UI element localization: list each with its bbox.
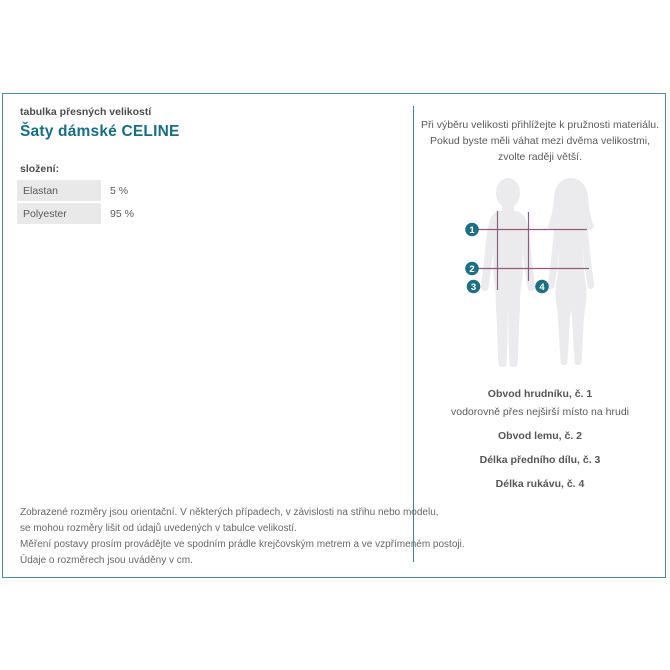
body-measurement-figure	[414, 166, 666, 376]
svg-text:2: 2	[469, 264, 475, 275]
male-silhouette	[481, 178, 535, 367]
material-cell: Polyester	[17, 203, 101, 224]
disclaimer-line: Zobrazené rozměry jsou orientační. V některých případech, v závislosti na střihu nebo modelu,	[20, 507, 439, 518]
silhouettes-diagram	[445, 166, 635, 376]
percent-cell: 95 %	[110, 208, 134, 220]
measurement-note-1: vodorovně přes nejširší místo na hrudi	[450, 406, 629, 418]
measurement-marker-4	[535, 280, 549, 294]
fit-advice	[414, 117, 666, 165]
svg-text:1: 1	[469, 225, 475, 236]
measurement-marker-2	[465, 262, 479, 276]
product-info-panel	[3, 94, 465, 577]
female-silhouette	[548, 178, 595, 365]
measurement-label-4: Délka rukávu, č. 4	[495, 478, 585, 490]
disclaimer-line: Údaje o rozměrech jsou uváděny v cm.	[20, 555, 193, 566]
table-kicker: tabulka přesných velikostí	[20, 106, 152, 118]
fit-advice-line: Pokud byste měli váhat mezi dvěma velikostmi,	[429, 135, 650, 147]
fit-advice-line: zvolte raději větší.	[497, 151, 583, 163]
disclaimer-line: se mohou rozměry lišit od údajů uvedených v tabulce velikostí.	[20, 523, 297, 534]
disclaimer-line: Měření postavy prosím provádějte ve spodním prádle krejčovským metrem a ve vzpřímeném postoji.	[20, 539, 465, 550]
measurement-label-1: Obvod hrudníku, č. 1	[487, 388, 593, 400]
percent-cell: 5 %	[110, 185, 129, 197]
composition-row	[17, 180, 277, 201]
measurement-label-3: Délka předního dílu, č. 3	[479, 454, 601, 466]
size-chart-panel	[2, 93, 666, 578]
material-cell: Elastan	[17, 180, 101, 201]
svg-text:4: 4	[539, 282, 545, 293]
composition-row	[17, 203, 277, 224]
measurement-marker-1	[465, 223, 479, 237]
measurement-guide-panel	[414, 94, 666, 577]
measurement-labels	[414, 388, 666, 490]
fit-advice-line: Při výběru velikosti přihlížejte k pružnosti materiálu.	[420, 119, 660, 131]
svg-text:3: 3	[470, 282, 477, 293]
product-title: Šaty dámské CELINE	[20, 123, 180, 140]
measurement-marker-3	[467, 280, 481, 294]
composition-heading: složení:	[20, 163, 60, 175]
measurement-disclaimer	[20, 505, 465, 569]
composition-table	[17, 180, 277, 226]
measurement-label-2: Obvod lemu, č. 2	[497, 430, 583, 442]
